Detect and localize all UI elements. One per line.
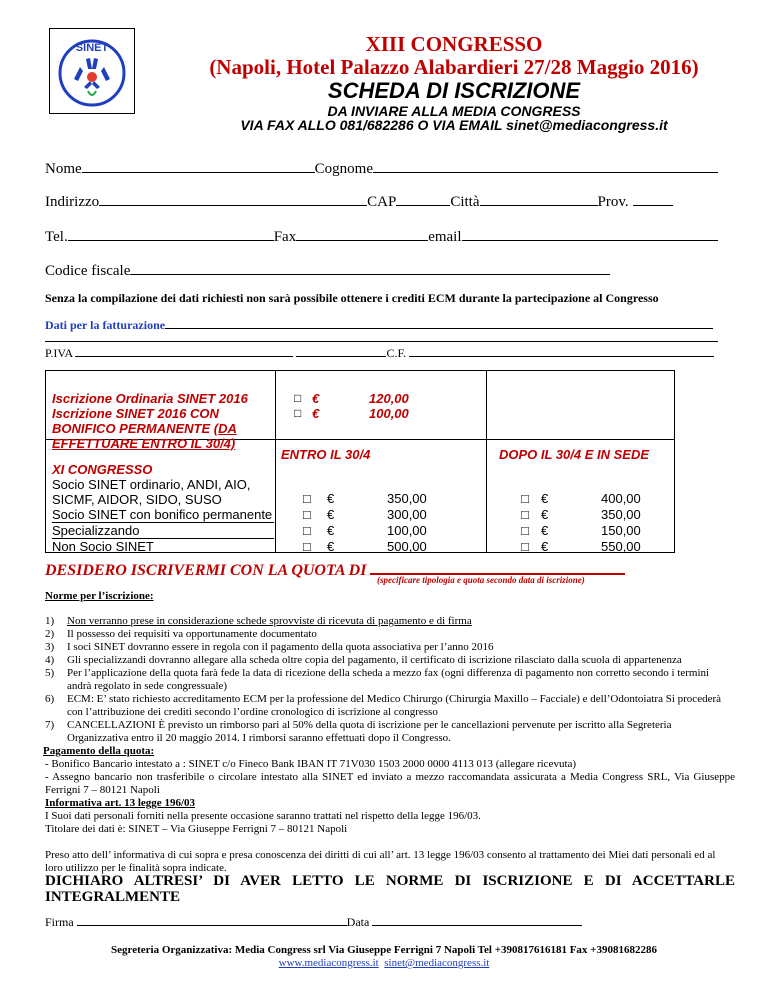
- entro-checkbox-2[interactable]: □: [303, 523, 311, 538]
- quota-field[interactable]: [370, 562, 625, 575]
- privacy-line-2: Titolare dei dati è: SINET – Via Giuseppe Ferrigni 7 – 80121 Napoli: [45, 823, 348, 835]
- rule-item: 7) CANCELLAZIONI È previsto un rimborso pari al 50% della quota di iscrizione per le cancellazioni pervenute per iscritto alla Segreteria Organizzativa entro il 20 maggio 2014. I rimborsi saranno effettuati dopo il Congresso.: [45, 719, 672, 744]
- permanente-price: 100,00: [369, 406, 409, 421]
- norme-title: Norme per l’iscrizione:: [45, 590, 154, 602]
- indirizzo-field[interactable]: [99, 193, 367, 206]
- ordinaria-price: 120,00: [369, 391, 409, 406]
- fatturazione-label: Dati per la fatturazione: [45, 318, 166, 332]
- pagamento-bonifico: - Bonifico Bancario intestato a : SINET c/o Fineco Bank IBAN IT 71V030 1503 2000 0000 4113 013 (allegare ricevuta): [45, 758, 577, 770]
- tel-label: Tel.: [45, 229, 68, 245]
- logo-text: SINET: [75, 42, 109, 54]
- email-link[interactable]: sinet@mediacongress.it: [384, 957, 490, 969]
- tel-field[interactable]: [68, 228, 274, 241]
- rule-item: 6) ECM: E’ stato richiesto accreditamento ECM per la professione del Medico Chirurgo (Chirurgia Maxillo – Facciale) e dell’Odontoiatra Si procederà con l’attribuzione dei crediti secondo l’ordine cronologico di iscrizione al congresso: [45, 693, 722, 718]
- data-label: Data: [346, 915, 370, 929]
- pagamento-assegno: - Assegno bancario non trasferibile o circolare intestato alla SINET ed inviato a mezzo raccomandata assicurata a Media Congress SRL, Via Giuseppe Ferrigni 7 – 80121 Napoli: [45, 771, 735, 796]
- dopo-checkbox-2[interactable]: □: [521, 523, 529, 538]
- contact-row: [45, 228, 718, 246]
- rule-item: 5) Per l’applicazione della quota farà fede la data di ricezione della scheda a mezzo fax (ogni differenza di pagamento non corretto secondo i termini andrà regolato in sede congressuale): [45, 667, 710, 692]
- sinet-logo: [49, 28, 135, 114]
- entro-price-0: 350,00: [387, 491, 427, 506]
- category-0: Socio SINET ordinario, ANDI, AIO, SICMF, AIDOR, SIDO, SUSO: [52, 477, 251, 507]
- fatturazione-line-2[interactable]: [45, 341, 718, 342]
- entro-row-2: □ € 100,00: [303, 523, 427, 538]
- fax-field[interactable]: [296, 228, 428, 241]
- cognome-label: Cognome: [314, 161, 374, 177]
- entro-row-1: □ € 300,00: [303, 507, 427, 522]
- website-link[interactable]: www.mediacongress.it: [278, 957, 379, 969]
- cf-label: C.F.: [386, 346, 407, 360]
- cf-row: [45, 262, 610, 280]
- piva-field[interactable]: [75, 346, 293, 357]
- dichiaro-statement: DICHIARO ALTRESI’ DI AVER LETTO LE NORME DI ISCRIZIONE E DI ACCETTARLE INTEGRALMENTE: [45, 873, 735, 905]
- entro-checkbox-1[interactable]: □: [303, 507, 311, 522]
- indirizzo-label: Indirizzo: [45, 194, 100, 210]
- footer-secretariat: Segreteria Organizzativa: Media Congress srl Via Giuseppe Ferrigni 7 Napoli Tel +390817616181 Fax +39081682286: [111, 944, 657, 956]
- specificare-note: (specificare tipologia e quota secondo data di iscrizione): [377, 575, 585, 585]
- ordinaria-label: Iscrizione Ordinaria SINET 2016: [52, 391, 248, 406]
- firma-row: [45, 915, 582, 930]
- permanente-label-1: Iscrizione SINET 2016 CON: [52, 406, 219, 421]
- ordinaria-currency: €: [312, 391, 320, 406]
- rule-item: 3) I soci SINET dovranno essere in regola con il pagamento della quota associativa per l’anno 2016: [45, 641, 494, 653]
- entro-checkbox-0[interactable]: □: [303, 491, 311, 506]
- form-title: SCHEDA DI ISCRIZIONE: [327, 78, 581, 103]
- dopo-heading: DOPO IL 30/4 E IN SEDE: [499, 447, 650, 462]
- cognome-field[interactable]: [373, 160, 718, 173]
- congress-label: XI CONGRESSO: [52, 462, 153, 477]
- dopo-price-2: 150,00: [601, 523, 641, 538]
- congress-venue: (Napoli, Hotel Palazzo Alabardieri 27/28 Maggio 2016): [209, 55, 699, 79]
- email-field[interactable]: [462, 228, 718, 241]
- permanente-label-2: BONIFICO PERMANENTE (DA: [52, 421, 237, 436]
- dopo-price-3: 550,00: [601, 539, 641, 554]
- name-row: [45, 160, 718, 178]
- citta-label: Città: [450, 194, 480, 210]
- piva-cf-row: [45, 346, 714, 361]
- dopo-price-1: 350,00: [601, 507, 641, 522]
- privacy-line-1: I Suoi dati personali forniti nella presente occasione saranno trattati nel rispetto della legge 196/03.: [45, 810, 481, 822]
- cap-field[interactable]: [396, 193, 450, 206]
- fatturazione-row: [45, 318, 713, 333]
- entro-checkbox-3[interactable]: □: [303, 539, 311, 554]
- dopo-row-1: □ € 350,00: [521, 507, 641, 522]
- cf-field[interactable]: [409, 346, 714, 357]
- fatturazione-field[interactable]: [165, 318, 713, 329]
- privacy-title: Informativa art. 13 legge 196/03: [45, 797, 195, 809]
- send-contact: VIA FAX ALLO 081/682286 O VIA EMAIL sinet@mediacongress.it: [240, 117, 668, 133]
- nome-field[interactable]: [82, 160, 315, 173]
- pagamento-title: Pagamento della quota:: [43, 745, 155, 757]
- piva-field-2[interactable]: [296, 346, 386, 357]
- send-instructions: DA INVIARE ALLA MEDIA CONGRESS: [327, 103, 581, 119]
- firma-label: Firma: [45, 915, 74, 929]
- category-1: Socio SINET con bonifico permanente: [52, 507, 273, 522]
- permanente-checkbox[interactable]: □: [294, 406, 302, 420]
- fee-table: [45, 370, 675, 553]
- desidero-label: DESIDERO ISCRIVERMI CON LA QUOTA DI: [45, 562, 367, 579]
- category-2: Specializzando: [52, 523, 274, 539]
- entro-prices: [303, 491, 483, 555]
- rule-item: 4) Gli specializzandi dovranno allegare alla scheda oltre copia del pagamento, il certificato di iscrizione rilasciato dalla scuola di appartenenza: [45, 654, 682, 666]
- dopo-row-3: □ € 550,00: [521, 539, 641, 554]
- entro-row-3: □ € 500,00: [303, 539, 427, 554]
- codice-fiscale-field[interactable]: [130, 262, 610, 275]
- category-3: Non Socio SINET: [52, 539, 154, 554]
- cap-label: CAP: [367, 194, 397, 210]
- permanente-label-3: EFFETTUARE ENTRO IL 30/4): [52, 436, 236, 451]
- firma-field[interactable]: [77, 915, 347, 926]
- permanente-currency: €: [312, 406, 320, 421]
- congress-title: XIII CONGRESSO: [365, 32, 543, 56]
- footer-links: [0, 957, 768, 969]
- entro-price-1: 300,00: [387, 507, 427, 522]
- dopo-checkbox-0[interactable]: □: [521, 491, 529, 506]
- data-field[interactable]: [372, 915, 582, 926]
- dopo-checkbox-1[interactable]: □: [521, 507, 529, 522]
- rule-item: 2) Il possesso dei requisiti va opportunamente documentato: [45, 628, 317, 640]
- rule-item: 1) Non verranno prese in considerazione schede sprovviste di ricevuta di pagamento e di firma: [45, 615, 472, 627]
- piva-label: P.IVA: [45, 346, 73, 360]
- privacy-consent: Preso atto dell’ informativa di cui sopra e presa conoscenza dei diritti di cui all’ art. 13 legge 196/03 consento al trattamento dei Miei dati personali ed al loro utilizzo per le finalità sopra indicate.: [45, 849, 716, 874]
- prov-field[interactable]: [633, 193, 673, 206]
- prov-label: Prov.: [597, 194, 629, 210]
- entro-price-2: 100,00: [387, 523, 427, 538]
- citta-field[interactable]: [480, 193, 598, 206]
- nome-label: Nome: [45, 161, 82, 177]
- dopo-checkbox-3[interactable]: □: [521, 539, 529, 554]
- fax-label: Fax: [273, 229, 297, 245]
- codice-fiscale-label: Codice fiscale: [45, 263, 131, 279]
- ordinaria-checkbox[interactable]: □: [294, 391, 302, 405]
- email-label: email: [428, 229, 462, 245]
- address-row: [45, 193, 673, 211]
- sinet-logo-icon: [50, 29, 134, 113]
- entro-price-3: 500,00: [387, 539, 427, 554]
- ecm-warning: Senza la compilazione dei dati richiesti non sarà possibile ottenere i crediti ECM durante la partecipazione al Congresso: [45, 291, 659, 305]
- entro-heading: ENTRO IL 30/4: [281, 447, 371, 462]
- entro-row-0: □ € 350,00: [303, 491, 427, 506]
- rules-list: [45, 615, 735, 875]
- dopo-prices: [521, 491, 671, 555]
- dopo-row-2: □ € 150,00: [521, 523, 641, 538]
- dopo-price-0: 400,00: [601, 491, 641, 506]
- dopo-row-0: □ € 400,00: [521, 491, 641, 506]
